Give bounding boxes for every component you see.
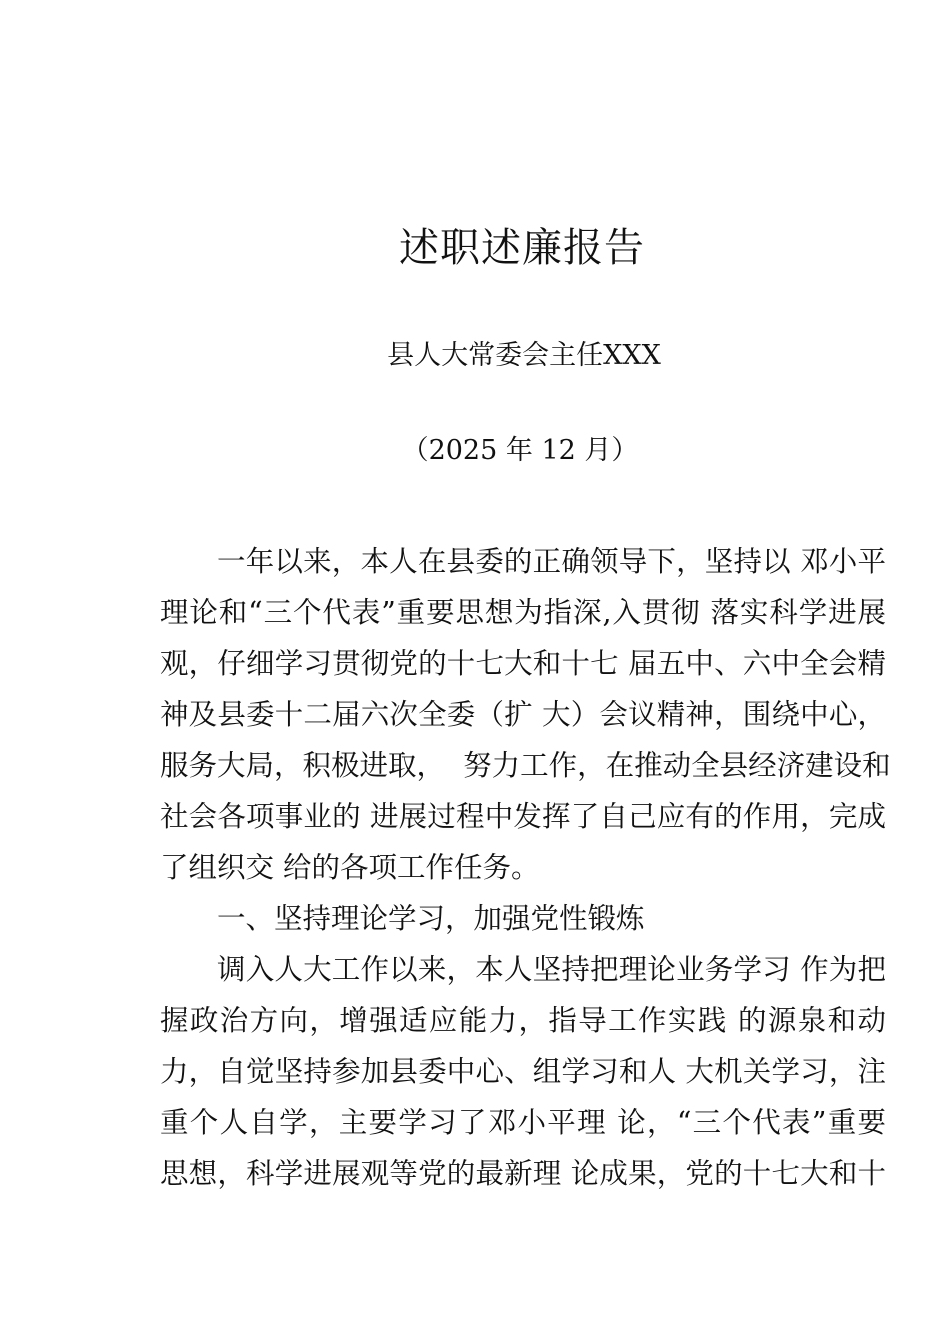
document-body	[160, 536, 891, 1199]
document-author: 县人大常委会主任XXX	[387, 340, 661, 371]
text-line: 握政治方向，增强适应能力，指导工作实践 的源泉和动	[160, 1004, 886, 1037]
text-line: 神及县委十二届六次全委（扩 大）会议精神，围绕中心，	[160, 698, 886, 731]
text-line: 社会各项事业的 进展过程中发挥了自己应有的作用，完成	[160, 800, 886, 833]
document-date: （2025 年 12 月）	[401, 435, 639, 466]
paragraph-theory-study	[160, 944, 886, 1199]
text-line: 了组织交 给的各项工作任务。	[160, 851, 540, 884]
text-line: 观，仔细学习贯彻党的十七大和十七 届五中、六中全会精	[160, 647, 886, 680]
heading-line: 一、坚持理论学习，加强党性锻炼	[217, 902, 645, 935]
text-line: 理论和“三个代表”重要思想为指深,入贯彻 落实科学进展	[160, 596, 886, 629]
text-line: 力，自觉坚持参加县委中心、组学习和人 大机关学习，注	[160, 1055, 886, 1088]
text-line: 思想，科学进展观等党的最新理 论成果，党的十七大和十	[160, 1157, 886, 1190]
text-line: 调入人大工作以来，本人坚持把理论业务学习 作为把	[217, 953, 886, 986]
paragraph-intro	[160, 536, 891, 893]
document-title: 述职述廉报告	[399, 225, 645, 271]
text-line: 重个人自学，主要学习了邓小平理 论，“三个代表”重要	[160, 1106, 886, 1139]
section-heading	[160, 893, 886, 944]
text-line: 服务大局，积极进取， 努力工作，在推动全县经济建设和	[160, 749, 891, 782]
text-line: 一年以来，本人在县委的正确领导下，坚持以 邓小平	[217, 545, 886, 578]
